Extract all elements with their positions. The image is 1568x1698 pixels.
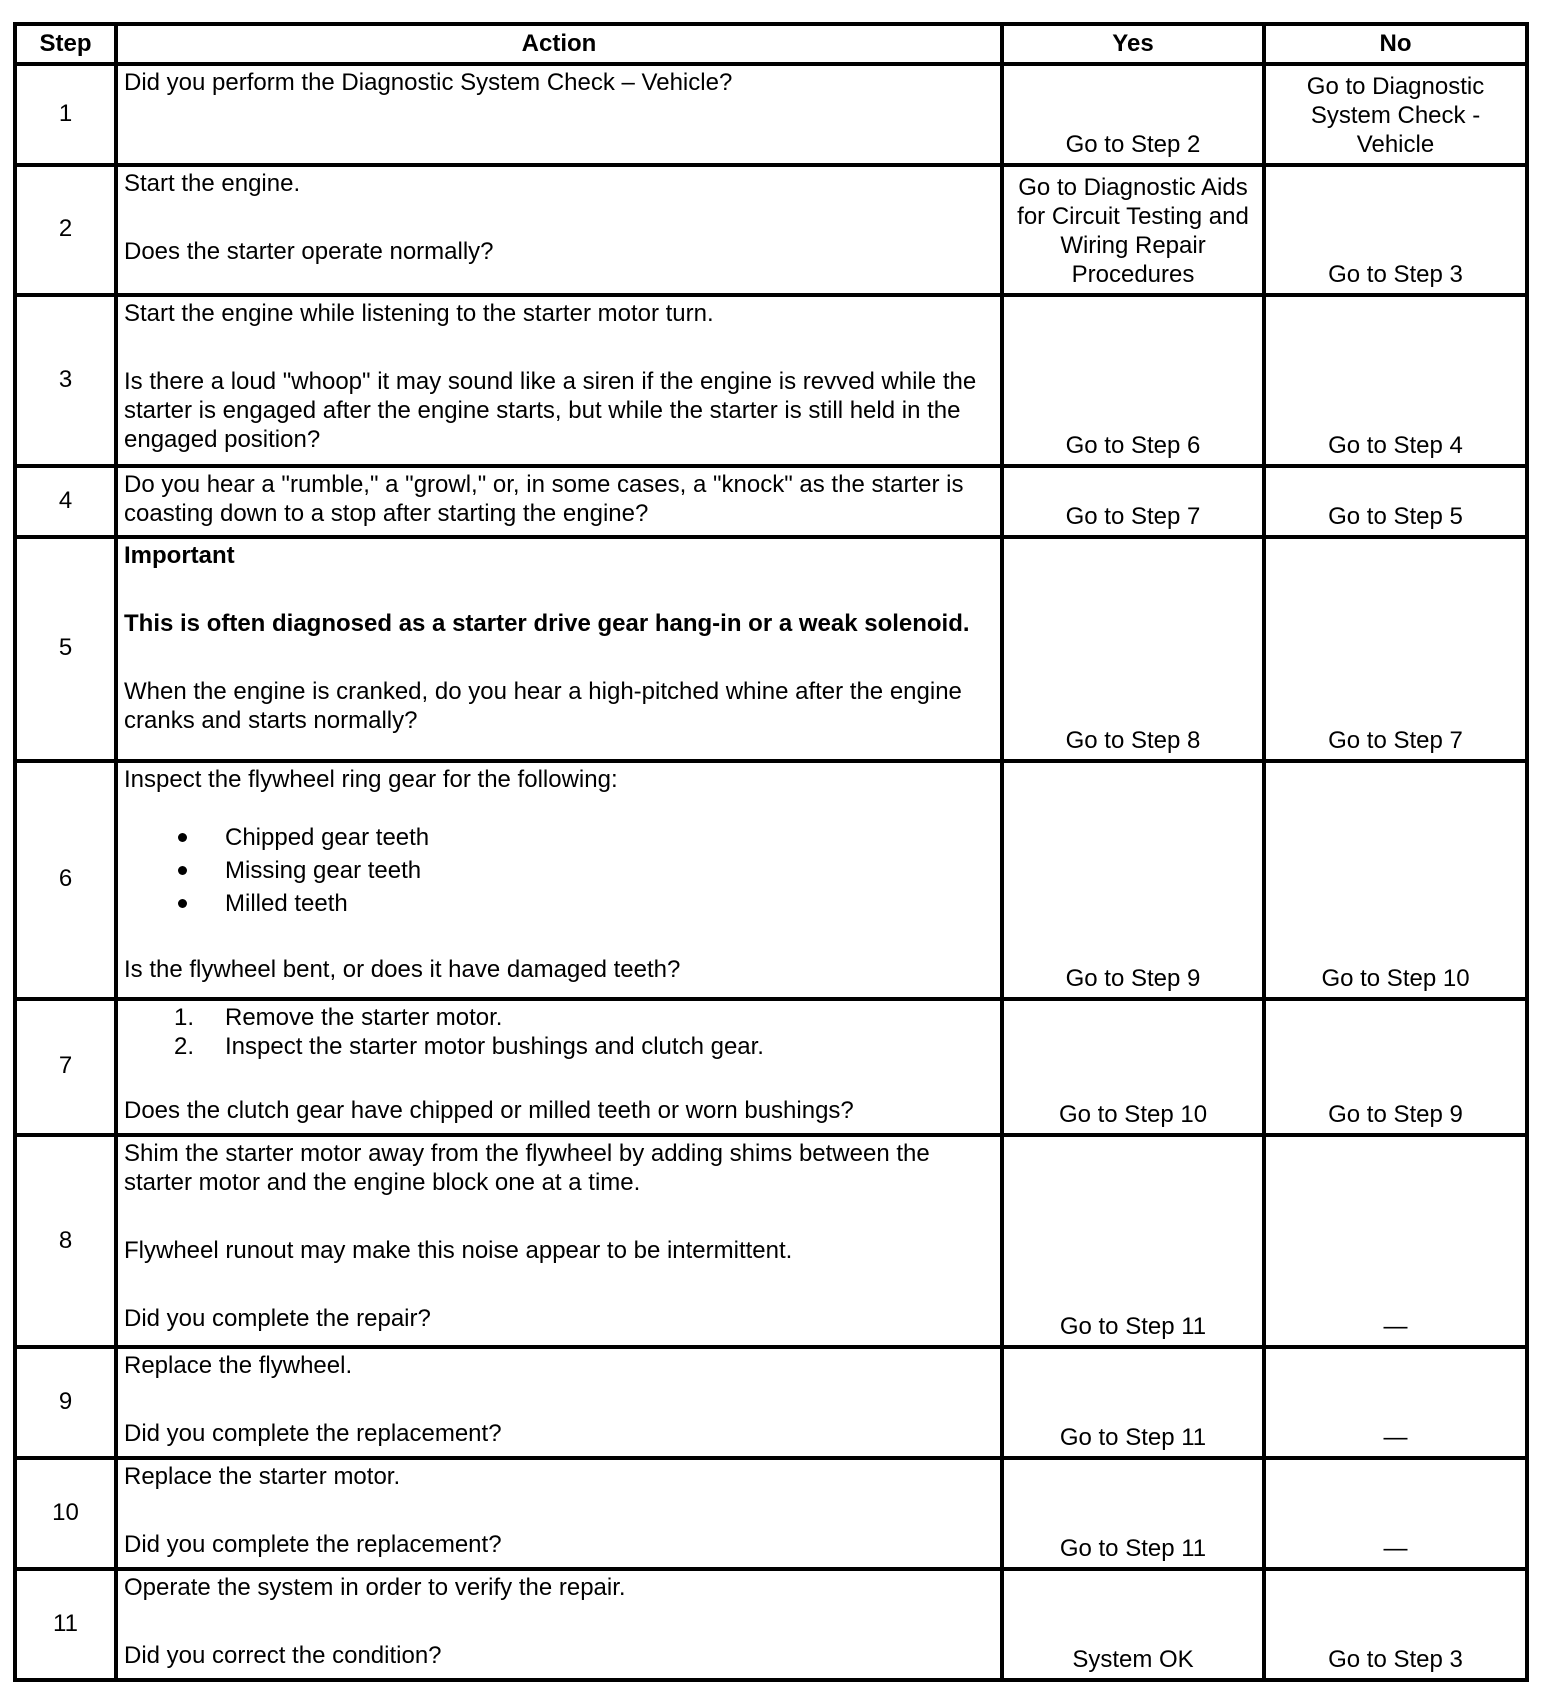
step-number: 2 [15, 165, 116, 296]
action-question: Is there a loud "whoop" it may sound like a siren if the engine is revved while the starter is engaged after the engine starts, but while the starter is still held in the engaged position? [124, 368, 977, 454]
table-row [15, 537, 1527, 761]
step-number: 3 [15, 295, 116, 466]
action-instruction: Operate the system in order to verify the repair. [124, 1573, 626, 1601]
no-result: Go to Step 3 [1264, 1569, 1527, 1680]
table-row [15, 1569, 1527, 1680]
action-cell [116, 1569, 1002, 1680]
bullet-item: Milled teeth [124, 887, 994, 920]
yes-result: System OK [1002, 1569, 1264, 1680]
step-number: 11 [15, 1569, 116, 1680]
step-number: 7 [15, 999, 116, 1136]
yes-result: Go to Diagnostic Aids for Circuit Testing and Wiring Repair Procedures [1002, 165, 1264, 296]
numbered-list [124, 1003, 994, 1061]
step-number: 8 [15, 1135, 116, 1347]
important-label: Important [124, 541, 235, 569]
item-number: 1. [174, 1003, 195, 1031]
action-cell [116, 1135, 1002, 1347]
no-result: — [1264, 1347, 1527, 1458]
table-row [15, 1347, 1527, 1458]
no-result: Go to Diagnostic System Check - Vehicle [1264, 64, 1527, 165]
action-question: Did you complete the replacement? [124, 1530, 502, 1558]
action-cell [116, 295, 1002, 466]
table-row [15, 165, 1527, 296]
step-number: 10 [15, 1458, 116, 1569]
no-result: — [1264, 1458, 1527, 1569]
item-text: Remove the starter motor. [225, 1003, 503, 1031]
action-instruction: Start the engine while listening to the starter motor turn. [124, 300, 714, 328]
header-action: Action [116, 24, 1002, 64]
table-row [15, 295, 1527, 466]
action-cell [116, 1458, 1002, 1569]
header-yes: Yes [1002, 24, 1264, 64]
header-no: No [1264, 24, 1527, 64]
no-result: Go to Step 4 [1264, 295, 1527, 466]
step-number: 1 [15, 64, 116, 165]
bullet-list [124, 821, 994, 920]
item-number: 2. [174, 1032, 195, 1060]
table-row [15, 466, 1527, 537]
bullet-item: Missing gear teeth [124, 854, 994, 887]
action-cell [116, 466, 1002, 537]
action-question: Did you perform the Diagnostic System Check – Vehicle? [124, 69, 733, 96]
header-step: Step [15, 24, 116, 64]
yes-result: Go to Step 10 [1002, 999, 1264, 1136]
step-number: 9 [15, 1347, 116, 1458]
yes-result: Go to Step 2 [1002, 64, 1264, 165]
action-instruction: Shim the starter motor away from the flywheel by adding shims between the starter motor and the engine block one at a time. [124, 1140, 930, 1197]
action-instruction: Start the engine. [124, 169, 301, 197]
yes-result: Go to Step 11 [1002, 1135, 1264, 1347]
numbered-item [124, 1032, 994, 1061]
action-question: Do you hear a "rumble," a "growl," or, in some cases, a "knock" as the starter is coasting down to a stop after starting the engine? [124, 471, 964, 528]
yes-result: Go to Step 7 [1002, 466, 1264, 537]
action-question: When the engine is cranked, do you hear a high-pitched whine after the engine cranks and starts normally? [124, 677, 962, 734]
action-instruction: Inspect the flywheel ring gear for the following: [124, 766, 618, 793]
item-text: Inspect the starter motor bushings and clutch gear. [225, 1032, 764, 1060]
action-instruction: Replace the flywheel. [124, 1352, 353, 1380]
yes-result: Go to Step 11 [1002, 1347, 1264, 1458]
numbered-item [124, 1003, 994, 1032]
yes-result: Go to Step 9 [1002, 761, 1264, 999]
yes-result: Go to Step 11 [1002, 1458, 1264, 1569]
important-note: This is often diagnosed as a starter drive gear hang-in or a weak solenoid. [124, 609, 970, 637]
bullet-item: Chipped gear teeth [124, 821, 994, 854]
action-cell [116, 537, 1002, 761]
table-row [15, 64, 1527, 165]
no-result: Go to Step 9 [1264, 999, 1527, 1136]
action-cell [116, 165, 1002, 296]
action-question: Did you complete the repair? [124, 1305, 431, 1333]
action-cell [116, 64, 1002, 165]
no-result: — [1264, 1135, 1527, 1347]
action-cell [116, 999, 1002, 1136]
action-note: Flywheel runout may make this noise appear to be intermittent. [124, 1237, 793, 1265]
no-result: Go to Step 10 [1264, 761, 1527, 999]
table-row [15, 1458, 1527, 1569]
action-question: Does the starter operate normally? [124, 237, 494, 265]
step-number: 6 [15, 761, 116, 999]
diagnostic-table [13, 22, 1529, 1682]
action-cell [116, 1347, 1002, 1458]
step-number: 5 [15, 537, 116, 761]
action-instruction: Replace the starter motor. [124, 1462, 401, 1490]
table-row [15, 999, 1527, 1136]
no-result: Go to Step 3 [1264, 165, 1527, 296]
action-question: Did you correct the condition? [124, 1641, 442, 1669]
header-row [15, 24, 1527, 64]
action-question: Is the flywheel bent, or does it have damaged teeth? [124, 956, 681, 983]
no-result: Go to Step 7 [1264, 537, 1527, 761]
action-cell [116, 761, 1002, 999]
table-row [15, 761, 1527, 999]
step-number: 4 [15, 466, 116, 537]
yes-result: Go to Step 8 [1002, 537, 1264, 761]
yes-result: Go to Step 6 [1002, 295, 1264, 466]
table-row [15, 1135, 1527, 1347]
no-result: Go to Step 5 [1264, 466, 1527, 537]
action-question: Does the clutch gear have chipped or milled teeth or worn bushings? [124, 1096, 854, 1124]
action-question: Did you complete the replacement? [124, 1420, 502, 1448]
